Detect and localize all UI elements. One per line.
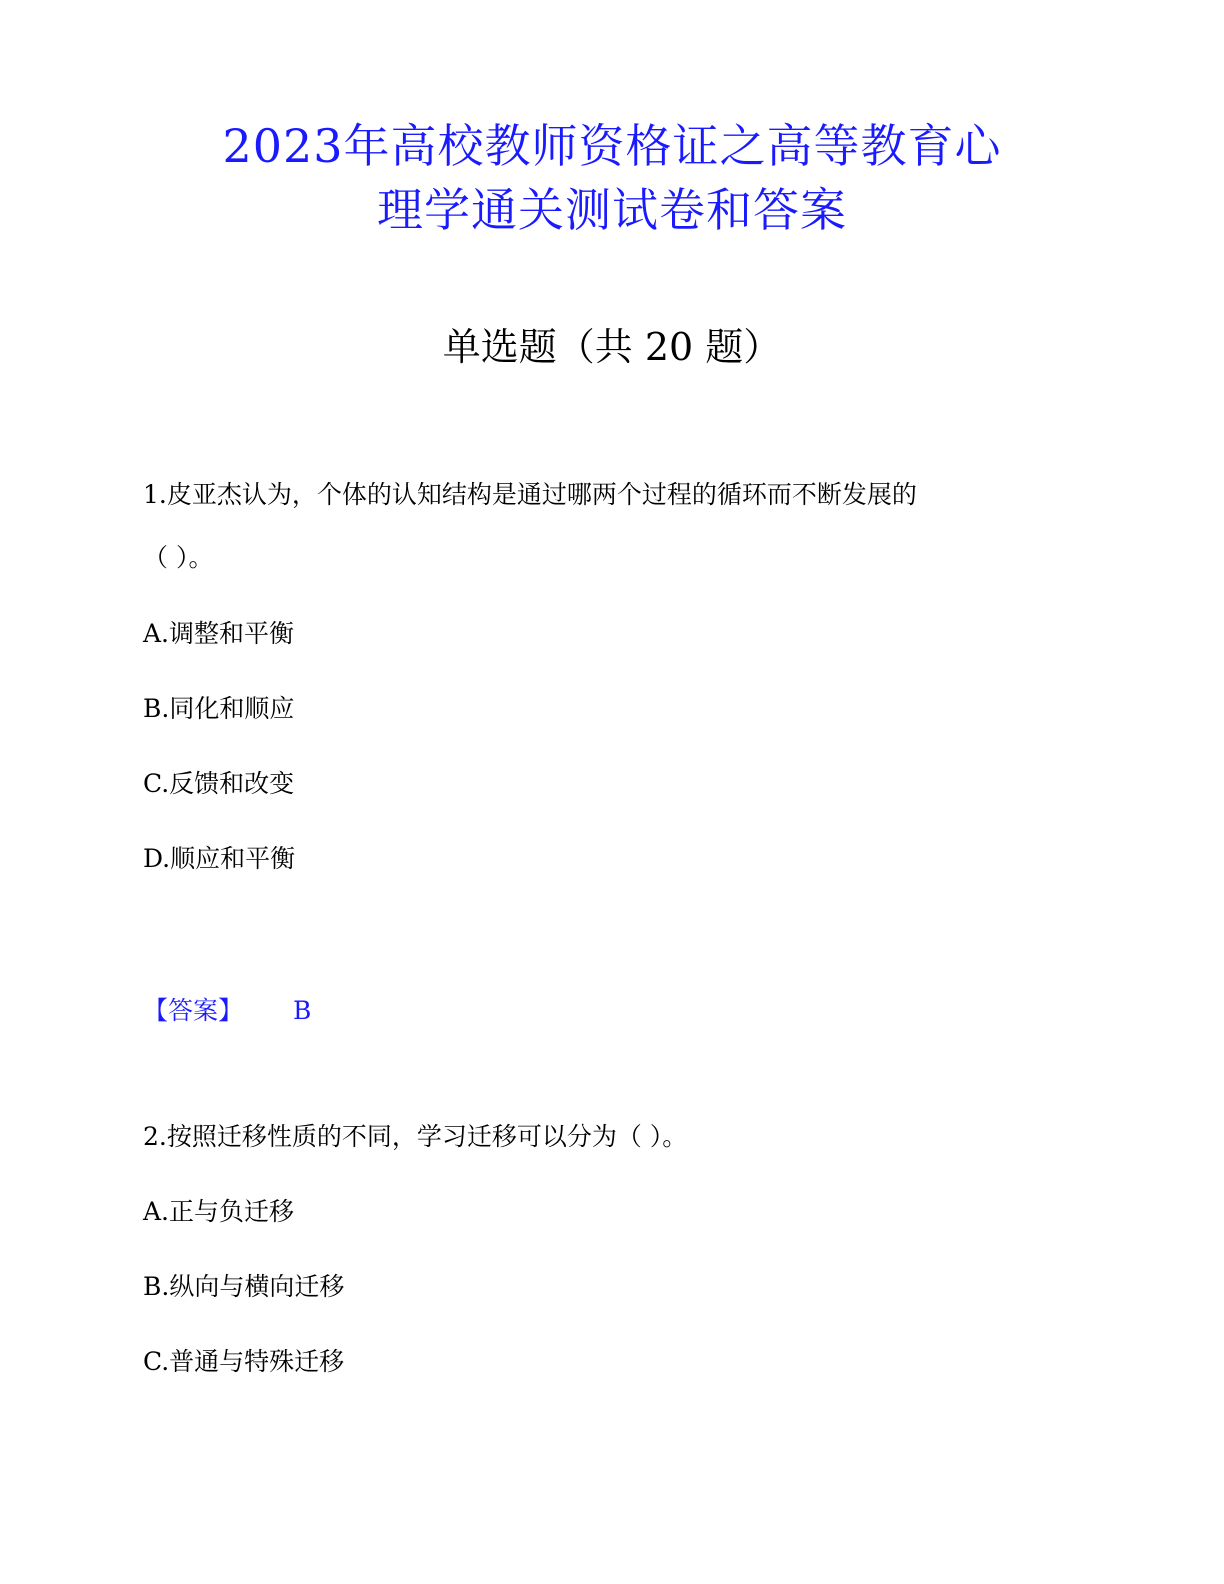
answer-label: 【答案】 <box>143 996 244 1025</box>
question-1-option-b: B.同化和顺应 <box>143 694 295 723</box>
question-1-option-d: D.顺应和平衡 <box>143 844 296 873</box>
question-1-answer <box>143 994 311 1028</box>
question-2-option-a: A.正与负迁移 <box>143 1197 295 1226</box>
answer-value: B <box>293 996 312 1025</box>
question-1-stem-line-1: 1.皮亚杰认为，个体的认知结构是通过哪两个过程的循环而不断发展的 <box>143 480 917 509</box>
question-1-option-a: A.调整和平衡 <box>143 619 295 648</box>
document-title-line-2: 理学通关测试卷和答案 <box>377 183 847 237</box>
question-2-stem-line-1: 2.按照迁移性质的不同，学习迁移可以分为（ ）。 <box>143 1122 688 1151</box>
question-1-stem-line-2: （ ）。 <box>143 543 214 572</box>
question-1-option-c: C.反馈和改变 <box>143 769 295 798</box>
question-2-option-c: C.普通与特殊迁移 <box>143 1347 345 1376</box>
question-2-option-b: B.纵向与横向迁移 <box>143 1272 345 1301</box>
section-title: 单选题（共 20 题） <box>442 325 782 369</box>
document-title-line-1: 2023年高校教师资格证之高等教育心 <box>222 119 1002 173</box>
